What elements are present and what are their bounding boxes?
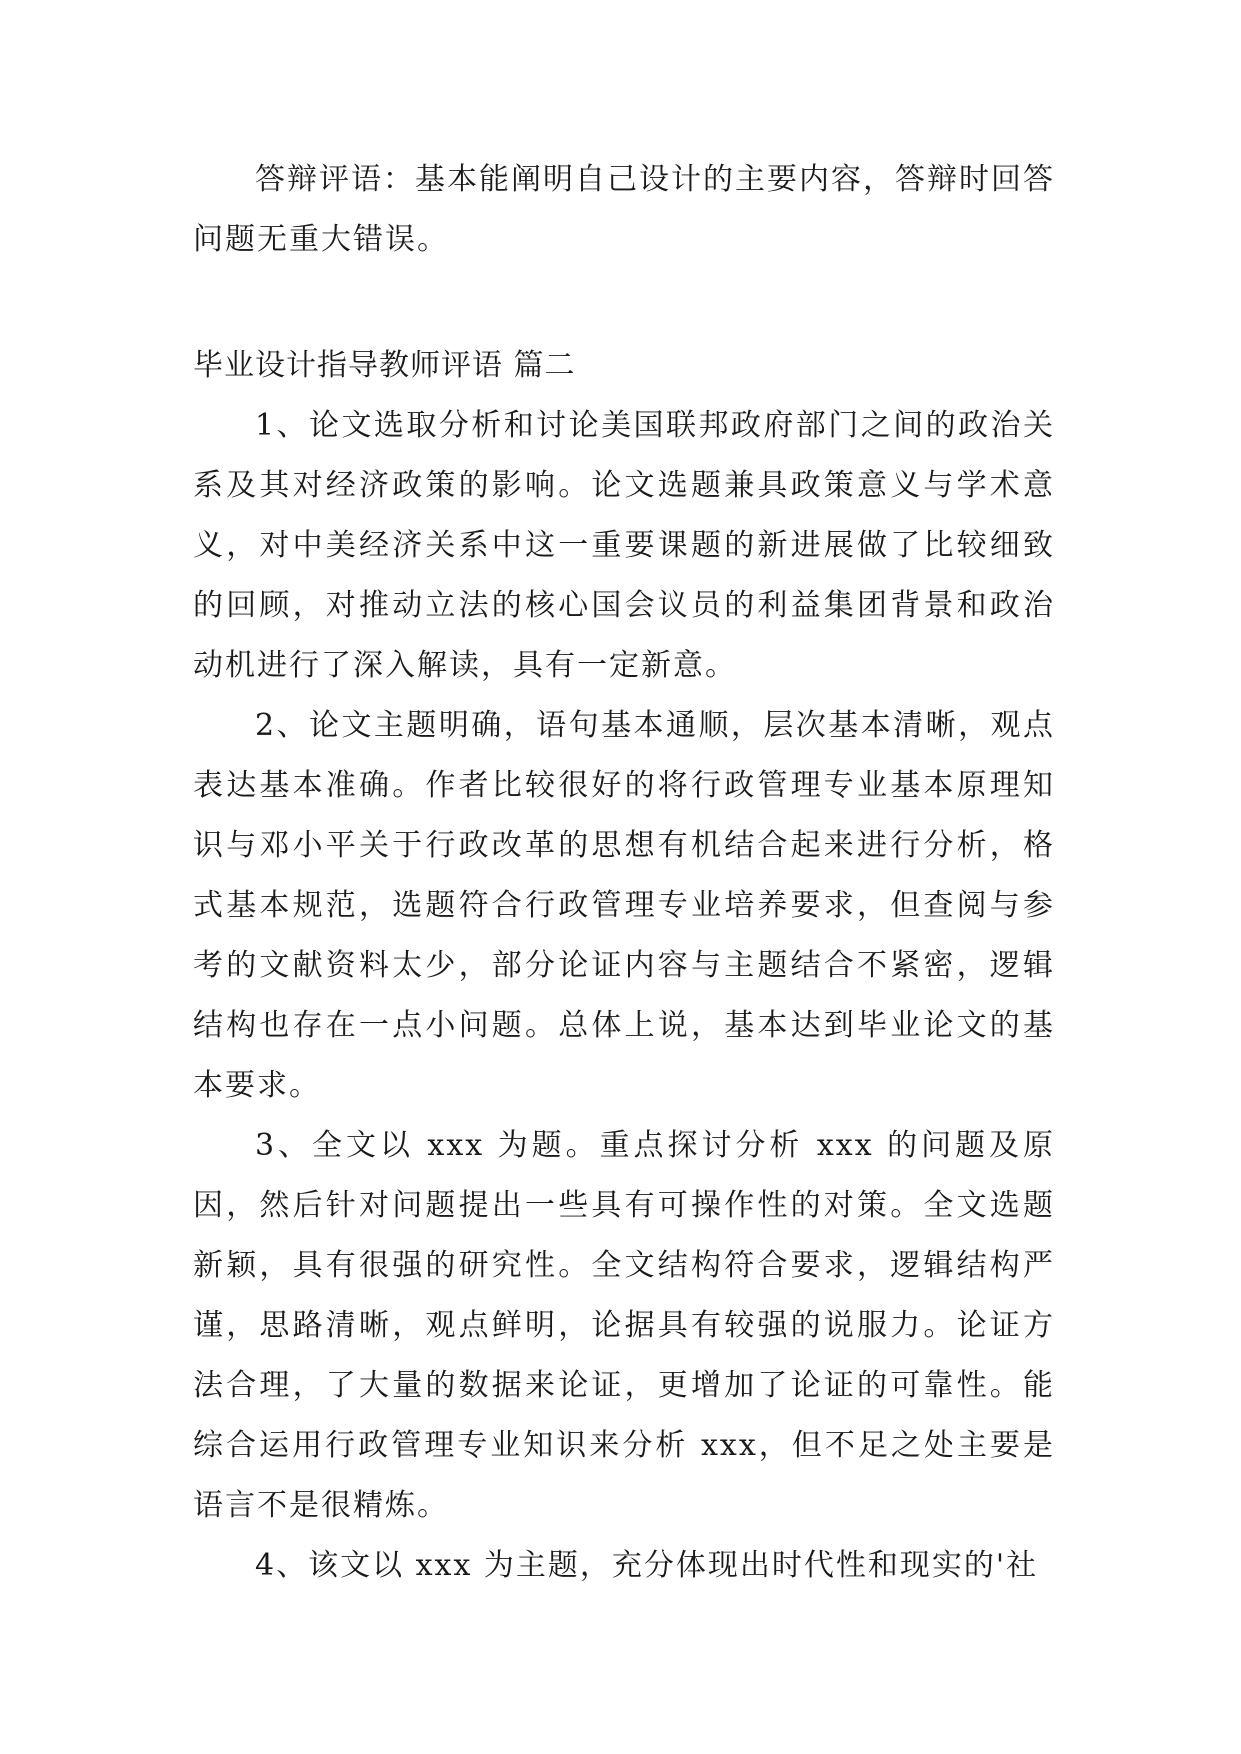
paragraph-gap bbox=[193, 270, 1055, 336]
comment-item-3: 3、全文以 xxx 为题。重点探讨分析 xxx 的问题及原因，然后针对问题提出一些具有可操作性的对策。全文选题新颖，具有很强的研究性。全文结构符合要求，逻辑结构严谨，思路清晰，观点鲜明，论据具有较强的说服力。论证方法合理，了大量的数据来论证，更增加了论证的可靠性。能综合运用行政管理专业知识来分析 xxx，但不足之处主要是语言不是很精炼。 bbox=[193, 1128, 1055, 1523]
comment-item-2: 2、论文主题明确，语句基本通顺，层次基本清晰，观点表达基本准确。作者比较很好的将行政管理专业基本原理知识与邓小平关于行政改革的思想有机结合起来进行分析，格式基本规范，选题符合行政管理专业培养要求，但查阅与参考的文献资料太少，部分论证内容与主题结合不紧密，逻辑结构也存在一点小问题。总体上说，基本达到毕业论文的基本要求。 bbox=[193, 708, 1055, 1103]
section-title: 毕业设计指导教师评语 篇二 bbox=[193, 348, 576, 383]
comment-item-4: 4、该文以 xxx 为主题，充分体现出时代性和现实的'社 bbox=[255, 1548, 1039, 1583]
document-page bbox=[193, 150, 1055, 1596]
defense-comment-paragraph: 答辩评语：基本能阐明自己设计的主要内容，答辩时回答问题无重大错误。 bbox=[193, 162, 1055, 257]
comment-item-1: 1、论文选取分析和讨论美国联邦政府部门之间的政治关系及其对经济政策的影响。论文选题兼具政策意义与学术意义，对中美经济关系中这一重要课题的新进展做了比较细致的回顾，对推动立法的核心国会议员的利益集团背景和政治动机进行了深入解读，具有一定新意。 bbox=[193, 408, 1055, 683]
